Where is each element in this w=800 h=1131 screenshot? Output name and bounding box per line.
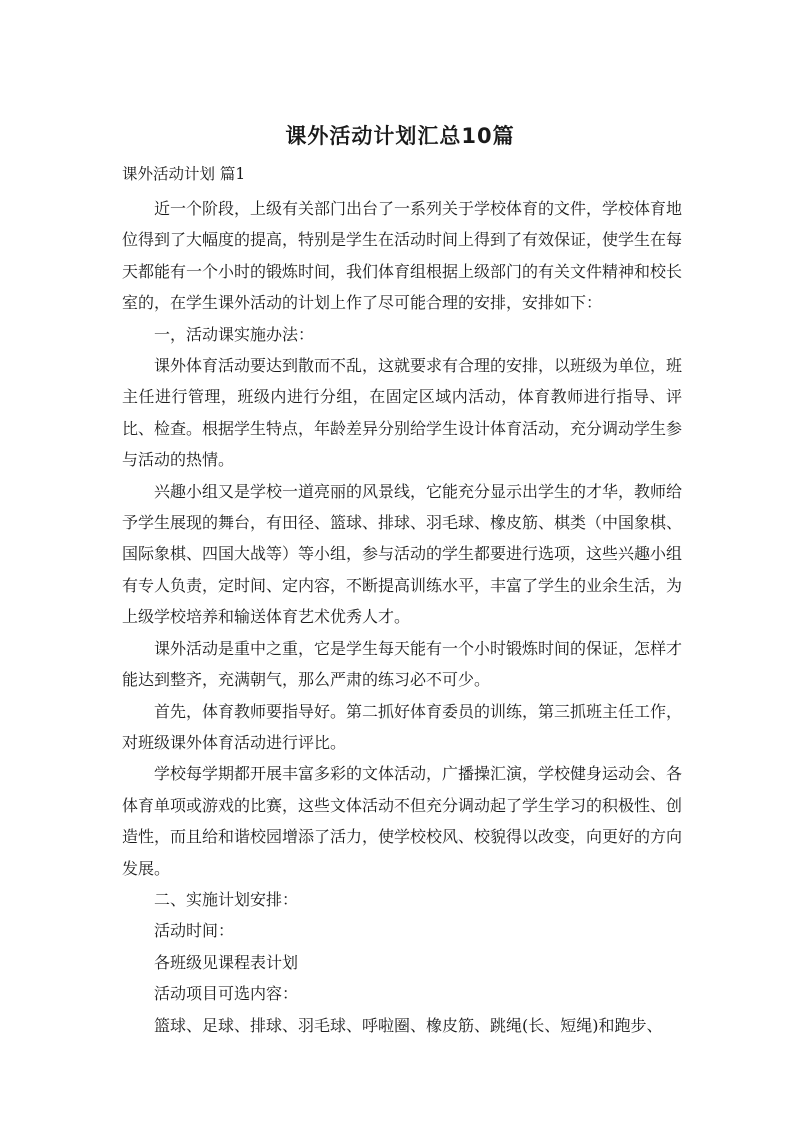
paragraph: 篮球、足球、排球、羽毛球、呼啦圈、橡皮筋、跳绳(长、短绳)和跑步、 [154,1015,663,1035]
paragraph: 活动时间： [154,921,235,941]
paragraph: 课外活动是重中之重，它是学生每天能有一个小时锻炼时间的保证，怎样才能达到整齐，充满朝气，那么严肃的练习必不可少。 [122,638,683,690]
paragraph: 课外体育活动要达到散而不乱，这就要求有合理的安排，以班级为单位，班主任进行管理，班级内进行分组，在固定区域内活动，体育教师进行指导、评比、检查。根据学生特点，年龄差异分别给学生设计体育活动，充分调动学生参与活动的热情。 [122,356,683,470]
paragraph: 首先，体育教师要指导好。第二抓好体育委员的训练，第三抓班主任工作，对班级课外体育活动进行评比。 [122,701,683,752]
section-heading: 一，活动课实施办法： [154,324,315,344]
paragraph: 学校每学期都开展丰富多彩的文体活动，广播操汇演，学校健身运动会、各体育单项或游戏的比赛，这些文体活动不但充分调动起了学生学习的积极性、创造性，而且给和谐校园增添了活力，使学校校风、校貌得以改变，向更好的方向发展。 [122,764,683,878]
document-body [122,193,682,1041]
paragraph: 近一个阶段，上级有关部门出台了一系列关于学校体育的文件，学校体育地位得到了大幅度的提高，特别是学生在活动时间上得到了有效保证，使学生在每天都能有一个小时的锻炼时间，我们体育组根据上级部门的有关文件精神和校长室的，在学生课外活动的计划上作了尽可能合理的安排，安排如下： [122,199,683,313]
section-label: 课外活动计划 篇1 [122,165,246,183]
paragraph: 活动项目可选内容： [154,984,299,1004]
paragraph: 各班级见课程表计划 [154,952,299,972]
section-heading: 二、实施计划安排： [154,889,299,909]
document-title: 课外活动计划汇总10篇 [285,124,515,148]
paragraph: 兴趣小组又是学校一道亮丽的风景线，它能充分显示出学生的才华，教师给予学生展现的舞台，有田径、篮球、排球、羽毛球、橡皮筋、棋类（中国象棋、国际象棋、四国大战等）等小组，参与活动的学生都要进行选项，这些兴趣小组有专人负责，定时间、定内容，不断提高训练水平，丰富了学生的业余生活，为上级学校培养和输送体育艺术优秀人才。 [122,481,683,627]
